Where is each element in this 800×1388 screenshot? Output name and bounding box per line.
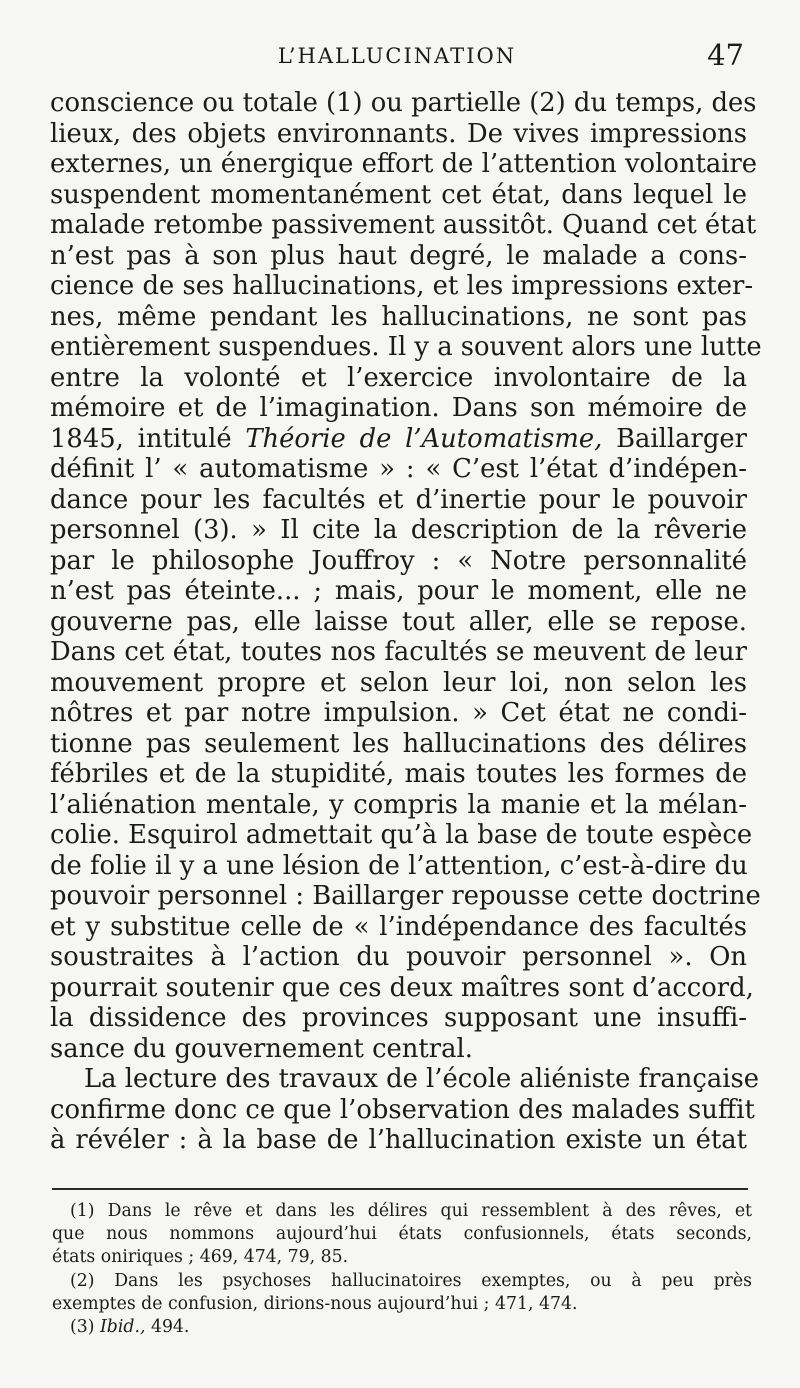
footnote-ibid: Ibid., bbox=[99, 1317, 146, 1338]
footnote-1 bbox=[52, 1200, 752, 1270]
text-line: malade retombe passivement aussitôt. Quand cet état bbox=[50, 210, 757, 240]
footnote-divider bbox=[52, 1188, 748, 1190]
text-line: la dissidence des provinces supposant une insuffi- bbox=[50, 1003, 747, 1033]
footnote-3 bbox=[52, 1316, 752, 1339]
footnote-reference: 494. bbox=[145, 1317, 190, 1338]
text-line: sance du gouvernement central. bbox=[50, 1033, 473, 1064]
text-line: de folie il y a une lésion de l’attention, c’est-à-dire du bbox=[50, 850, 748, 881]
footnotes bbox=[52, 1200, 752, 1339]
text-line: nes, même pendant les hallucinations, ne sont pas bbox=[50, 301, 747, 332]
text-line: entièrement suspendues. Il y a souvent alors une lutte bbox=[50, 332, 762, 362]
text-line: gouverne pas, elle laisse tout aller, elle se repose. bbox=[50, 606, 747, 637]
text-line: lieux, des objets environnants. De vives impressions bbox=[50, 118, 747, 149]
text-line: entre la volonté et l’exercice involontaire de la bbox=[50, 362, 747, 393]
text-line: Dans cet état, toutes nos facultés se meuvent de leur bbox=[50, 637, 747, 667]
text-line: suspendent momentanément cet état, dans lequel le bbox=[50, 179, 747, 210]
footnote-line: états oniriques ; 469, 474, 79, 85. bbox=[52, 1247, 349, 1268]
footnote-line: que nous nommons aujourd’hui états confusionnels, états seconds, bbox=[52, 1224, 752, 1245]
text-line: pouvoir personnel : Baillarger repousse cette doctrine bbox=[50, 881, 761, 911]
text-line: confirme donc ce que l’observation des malades suffit bbox=[50, 1094, 755, 1125]
text-line bbox=[50, 424, 747, 455]
text-line: La lecture des travaux de l’école aliéniste française bbox=[84, 1064, 760, 1094]
text-line: conscience ou totale (1) ou partielle (2) du temps, des bbox=[50, 88, 757, 118]
text-line: et y substitue celle de « l’indépendance des facultés bbox=[50, 911, 747, 942]
footnote-line: (1) Dans le rêve et dans les délires qui ressemblent à des rêves, et bbox=[70, 1201, 752, 1221]
paragraph-1 bbox=[50, 88, 762, 1064]
text-line: dance pour les facultés et d’inertie pour le pouvoir bbox=[50, 484, 747, 515]
text-line: mémoire et de l’imagination. Dans son mémoire de bbox=[50, 393, 747, 423]
text-line: mouvement propre et selon leur loi, non selon les bbox=[50, 667, 747, 698]
footnote-line: exemptes de confusion, dirions-nous aujourd’hui ; 471, 474. bbox=[52, 1293, 578, 1314]
text-line: définit l’ « automatisme » : « C’est l’état d’indépen- bbox=[50, 454, 747, 484]
footnote-2 bbox=[52, 1270, 752, 1316]
text-segment: 1845, intitulé bbox=[50, 423, 246, 454]
text-line: fébriles et de la stupidité, mais toutes les formes de bbox=[50, 759, 747, 789]
footnote-line: (2) Dans les psychoses hallucinatoires exemptes, ou à peu près bbox=[70, 1270, 752, 1291]
text-line: personnel (3). » Il cite la description de la rêverie bbox=[50, 515, 747, 545]
text-line: tionne pas seulement les hallucinations des délires bbox=[50, 728, 747, 759]
text-line: nôtres et par notre impulsion. » Cet état ne condi- bbox=[50, 698, 747, 728]
text-line: n’est pas éteinte... ; mais, pour le moment, elle ne bbox=[50, 576, 747, 606]
footnote-number: (3) bbox=[70, 1317, 100, 1338]
text-line: par le philosophe Jouffroy : « Notre personnalité bbox=[50, 545, 747, 576]
text-line: à révéler : à la base de l’hallucination existe un état bbox=[50, 1125, 747, 1155]
text-line: l’aliénation mentale, y compris la manie et la mélan- bbox=[50, 789, 747, 820]
text-line: colie. Esquirol admettait qu’à la base de toute espèce bbox=[50, 820, 753, 850]
text-line: pourrait soutenir que ces deux maîtres sont d’accord, bbox=[50, 972, 754, 1003]
text-line: externes, un énergique effort de l’attention volontaire bbox=[50, 149, 758, 179]
main-text bbox=[50, 88, 762, 1156]
text-line: n’est pas à son plus haut degré, le malade a cons- bbox=[50, 240, 747, 271]
paragraph-2 bbox=[50, 1064, 760, 1156]
page-number: 47 bbox=[707, 38, 744, 72]
text-line: soustraites à l’action du pouvoir personnel ». On bbox=[50, 942, 747, 972]
text-line: cience de ses hallucinations, et les impressions exter- bbox=[50, 271, 754, 301]
footnote-line bbox=[52, 1316, 752, 1339]
running-title: L’HALLUCINATION bbox=[277, 44, 517, 68]
page-header bbox=[50, 38, 744, 78]
book-title: Théorie de l’Automatisme, bbox=[245, 423, 603, 454]
text-segment: Baillarger bbox=[602, 423, 747, 454]
